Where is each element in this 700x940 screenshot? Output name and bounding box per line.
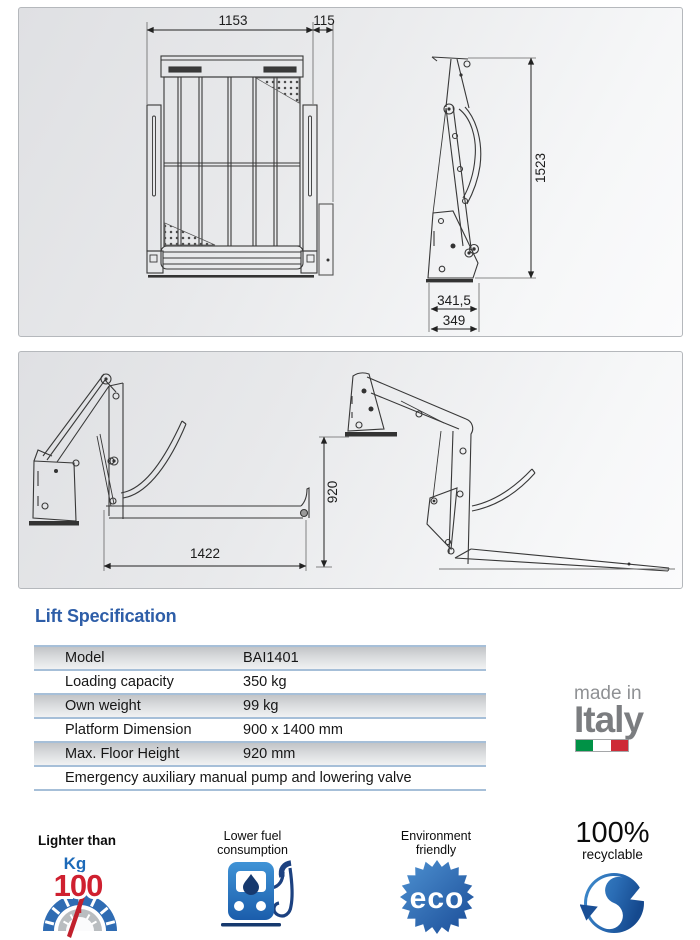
- recycle-icon: [580, 870, 648, 938]
- recycle-line2: recyclable: [582, 847, 643, 862]
- spec-row-emergency-pump: [34, 765, 486, 789]
- spec-row-loading-capacity: [34, 669, 486, 693]
- eco-line1: Environment: [400, 829, 472, 843]
- dim-platform-length: 1422: [189, 546, 221, 561]
- dim-overall-height: 1523: [533, 152, 548, 184]
- deployed-ground-drawing: [316, 373, 675, 571]
- drawing-panel-folded: [18, 7, 683, 337]
- spec-value: 920 mm: [243, 746, 296, 762]
- spec-heading: Lift Specification: [35, 606, 177, 626]
- front-view-drawing: [147, 22, 333, 278]
- weight-value-label: 100: [53, 868, 103, 903]
- badge-fuel-title: [195, 830, 310, 857]
- dim-depth-inner: 341,5: [437, 293, 471, 308]
- eco-badge-icon: [396, 858, 480, 938]
- made-in-italy-mark: [574, 684, 684, 752]
- deployed-lift-drawing: [19, 352, 682, 588]
- kg-unit-label: Kg: [63, 854, 87, 873]
- spec-value: 900 x 1400 mm: [243, 722, 343, 738]
- eco-line2: friendly: [415, 842, 457, 857]
- fuel-line2: consumption: [217, 842, 288, 857]
- dim-floor-height: 920: [325, 480, 340, 504]
- spec-label: Own weight: [65, 698, 141, 714]
- spec-row-max-floor-height: [34, 741, 486, 765]
- italian-flag-icon: [575, 739, 629, 752]
- fuel-pump-icon: [215, 856, 297, 932]
- spec-table: [34, 645, 486, 791]
- weight-gauge-icon: [20, 846, 140, 940]
- dim-side-offset: 115: [313, 13, 335, 28]
- folded-side-view-drawing: [426, 57, 536, 332]
- fuel-line1: Lower fuel: [223, 829, 282, 843]
- spec-row-platform-dimension: [34, 717, 486, 741]
- spec-row-model: [34, 645, 486, 669]
- spec-value: 99 kg: [243, 698, 279, 714]
- badge-recyclable-title: [555, 818, 670, 862]
- dim-platform-width: 1153: [218, 13, 248, 28]
- spec-label: Model: [65, 650, 105, 666]
- recycle-line1: 100%: [575, 817, 650, 849]
- deployed-level-drawing: [29, 374, 309, 571]
- drawing-panel-deployed: [18, 351, 683, 589]
- badge-eco-title: [378, 830, 494, 857]
- spec-value: 350 kg: [243, 674, 287, 690]
- spec-label: Loading capacity: [65, 674, 174, 690]
- badge-lighter-than-title: Lighter than: [38, 833, 116, 848]
- italy-text: Italy: [574, 699, 644, 740]
- spec-row-own-weight: [34, 693, 486, 717]
- eco-label: eco: [409, 882, 465, 915]
- spec-label: Platform Dimension: [65, 722, 192, 738]
- folded-lift-drawing: [19, 8, 682, 336]
- dim-depth-overall: 349: [442, 313, 466, 328]
- made-in-text: made in: [574, 683, 642, 704]
- spec-label: Emergency auxiliary manual pump and lowering valve: [65, 770, 412, 786]
- spec-label: Max. Floor Height: [65, 746, 180, 762]
- spec-value: BAI1401: [243, 650, 299, 666]
